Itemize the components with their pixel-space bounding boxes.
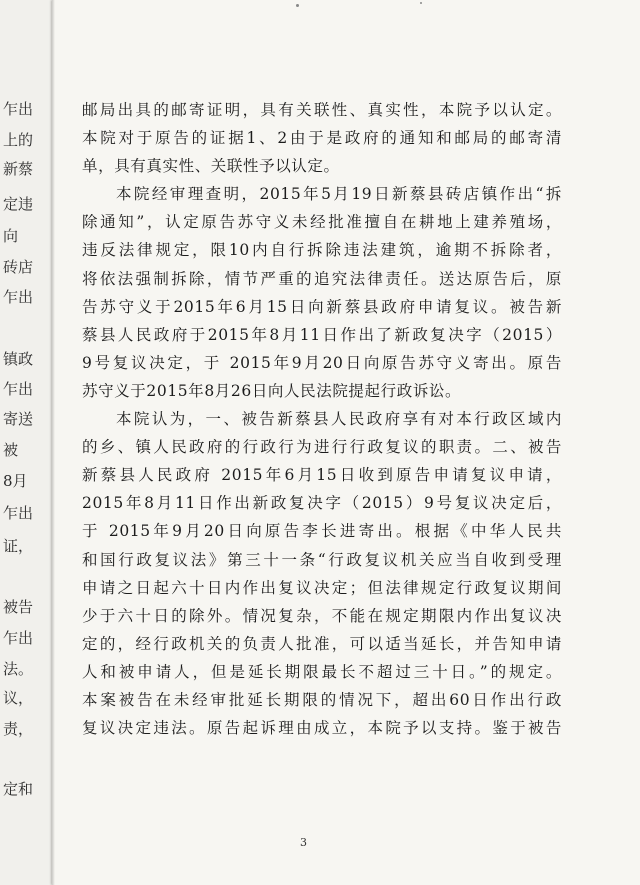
text-line: 苏守义于2015年8月26日向人民法院提起行政诉讼。: [82, 381, 462, 400]
text-line: 定的，经行政机关的负责人批准，可以适当延长，并告知申请: [82, 634, 562, 653]
page-number: 3: [300, 836, 307, 849]
previous-page-fragment: 向: [3, 227, 19, 245]
previous-page-fragment: 乍出: [3, 629, 34, 647]
text-line: 人和被申请人，但是延长期限最长不超过三十日。”的规定。: [82, 662, 562, 681]
previous-page-fragment: 乍出: [3, 288, 34, 306]
text-line: 违反法律规定，限10内自行拆除违法建筑，逾期不拆除者，: [82, 241, 562, 260]
text-line: 告苏守义于2015年6月15日向新蔡县政府申请复议。被告新: [82, 297, 562, 316]
previous-page-fragment: 乍出: [3, 380, 34, 398]
page-fold-shadow: [52, 0, 55, 885]
previous-page-fragment: 寄送: [3, 410, 34, 428]
previous-page-fragment: 乍出: [3, 100, 34, 118]
text-line: 的乡、镇人民政府的行政行为进行行政复议的职责。二、被告: [82, 438, 562, 457]
document-body-text: [82, 96, 562, 742]
text-line: 少于六十日的除外。情况复杂，不能在规定期限内作出复议决: [82, 606, 562, 625]
text-line: 9号复议决定，于 2015年9月20日向原告苏守义寄出。原告: [82, 353, 562, 372]
text-line: 和国行政复议法》第三十一条“行政复议机关应当自收到受理: [82, 550, 562, 569]
previous-page-fragment: 镇政: [3, 350, 34, 368]
text-line: 本院认为，一、被告新蔡县人民政府享有对本行政区域内: [116, 410, 562, 429]
previous-page-fragment: 定和: [3, 780, 34, 798]
text-line: 单，具有真实性、关联性予以认定。: [82, 157, 340, 176]
text-line: 于 2015年9月20日向原告李长进寄出。根据《中华人民共: [82, 522, 562, 541]
previous-page-fragment: 法。: [3, 660, 34, 678]
text-line: 复议决定违法。原告起诉理由成立，本院予以支持。鉴于被告: [82, 719, 562, 738]
previous-page-fragment: 议，: [3, 689, 34, 707]
text-line: 新蔡县人民政府 2015年6月15日收到原告申请复议申请，: [82, 466, 562, 485]
previous-page-fragment: 被: [3, 441, 19, 459]
previous-page-fragment: 上的: [3, 131, 34, 149]
text-line: 本院经审理查明，2015年5月19日新蔡县砖店镇作出“拆: [116, 185, 562, 204]
scan-speck: [296, 4, 299, 7]
text-line: 将依法强制拆除，情节严重的追究法律责任。送达原告后，原: [82, 269, 562, 288]
previous-page-fragment: 责，: [3, 720, 34, 738]
scan-speck: [420, 2, 422, 4]
text-line: 2015年8月11日作出新政复决字（2015）9号复议决定后，: [82, 494, 562, 513]
text-line: 本案被告在未经审批延长期限的情况下，超出60日作出行政: [82, 690, 562, 709]
text-line: 蔡县人民政府于2015年8月11日作出了新政复决字（2015）: [82, 325, 562, 344]
text-line: 邮局出具的邮寄证明，具有关联性、真实性，本院予以认定。: [82, 101, 562, 119]
text-line: 申请之日起六十日内作出复议决定；但法律规定行政复议期间: [82, 578, 562, 597]
previous-page-fragment: 被告: [3, 598, 34, 616]
previous-page-fragment: 证，: [3, 537, 34, 555]
text-line: 本院对于原告的证据1、2由于是政府的通知和邮局的邮寄清: [82, 129, 562, 148]
previous-page-fragment: 8月: [3, 472, 28, 490]
previous-page-fragment: 新蔡: [3, 160, 34, 178]
previous-page-fragment: 定违: [3, 195, 34, 213]
text-line: 除通知”，认定原告苏守义未经批准擅自在耕地上建养殖场，: [82, 213, 562, 232]
previous-page-fragment: 砖店: [3, 258, 34, 276]
previous-page-fragment: 乍出: [3, 504, 34, 522]
